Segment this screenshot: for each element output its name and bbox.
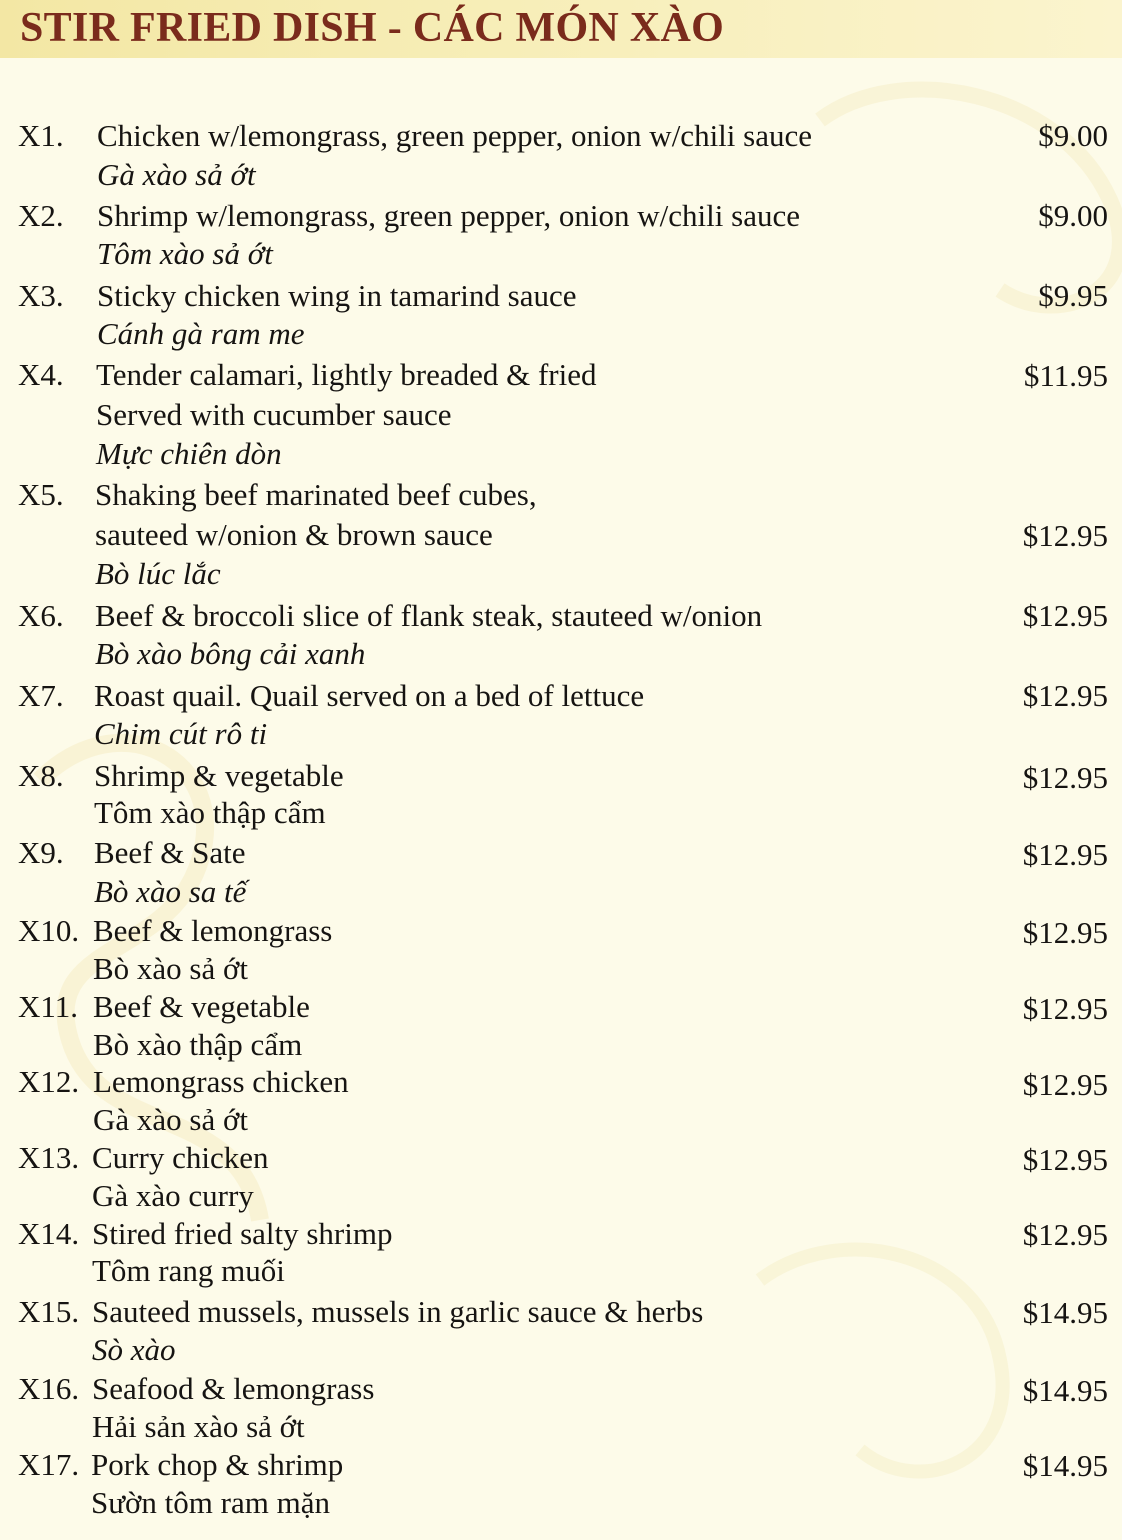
item-code: X6. [18,598,64,633]
item-code: X2. [18,198,64,233]
item-description: Served with cucumber sauce [96,397,452,432]
item-vietnamese-name: Bò xào sả ớt [93,951,249,986]
item-vietnamese-name: Gà xào curry [92,1178,254,1213]
item-price: $14.95 [1022,1373,1108,1408]
item-code: X13. [18,1140,80,1175]
item-vietnamese-name: Bò lúc lắc [95,556,221,591]
item-price: $14.95 [1022,1295,1108,1330]
item-price: $9.00 [1038,198,1108,233]
item-price: $12.95 [1022,837,1108,872]
item-code: X7. [18,678,64,713]
item-vietnamese-name: Chim cút rô ti [94,716,268,751]
item-vietnamese-name: Sò xào [92,1332,176,1367]
item-code: X9. [18,835,64,870]
item-price: $12.95 [1022,915,1108,950]
item-code: X3. [18,278,64,313]
item-vietnamese-name: Bò xào sa tế [94,874,247,909]
item-description: Curry chicken [92,1140,269,1175]
item-description: Shrimp & vegetable [94,758,344,793]
item-vietnamese-name: Tôm rang muối [92,1253,285,1288]
item-code: X12. [18,1064,80,1099]
item-description: sauteed w/onion & brown sauce [95,517,493,552]
item-price: $11.95 [1023,358,1108,393]
item-code: X14. [18,1216,80,1251]
item-vietnamese-name: Gà xào sả ớt [97,157,256,192]
item-price: $12.95 [1022,518,1108,553]
item-vietnamese-name: Hải sản xào sả ớt [92,1409,305,1444]
item-code: X5. [18,477,64,512]
item-description: Sticky chicken wing in tamarind sauce [97,278,577,313]
item-vietnamese-name: Tôm xào sả ớt [97,236,273,271]
page-title: STIR FRIED DISH - CÁC MÓN XÀO [20,5,725,51]
item-price: $14.95 [1022,1448,1108,1483]
item-price: $12.95 [1022,598,1108,633]
item-description: Beef & broccoli slice of flank steak, stauteed w/onion [95,598,763,633]
item-description: Seafood & lemongrass [92,1371,375,1406]
item-vietnamese-name: Bò xào bông cải xanh [95,636,366,671]
item-code: X16. [18,1371,80,1406]
item-vietnamese-name: Gà xào sả ớt [93,1102,248,1137]
item-price: $9.95 [1038,278,1108,313]
item-price: $9.00 [1038,118,1108,153]
item-description: Beef & Sate [94,835,246,870]
item-description: Shrimp w/lemongrass, green pepper, onion w/chili sauce [97,198,800,233]
item-vietnamese-name: Bò xào thập cẩm [93,1027,303,1062]
item-description: Shaking beef marinated beef cubes, [95,477,537,512]
item-description: Beef & lemongrass [93,913,333,948]
item-vietnamese-name: Tôm xào thập cẩm [94,795,326,830]
item-description: Stired fried salty shrimp [92,1216,393,1251]
item-code: X11. [18,989,78,1024]
item-description: Sauteed mussels, mussels in garlic sauce & herbs [92,1294,704,1329]
item-description: Roast quail. Quail served on a bed of lettuce [94,678,645,713]
item-price: $12.95 [1022,760,1108,795]
item-description: Lemongrass chicken [93,1064,349,1099]
item-code: X15. [18,1294,80,1329]
item-code: X4. [18,357,64,392]
item-price: $12.95 [1022,1142,1108,1177]
item-vietnamese-name: Cánh gà ram me [97,316,305,351]
item-vietnamese-name: Mực chiên dòn [96,436,282,471]
item-price: $12.95 [1022,1067,1108,1102]
item-code: X17. [18,1447,80,1482]
item-description: Chicken w/lemongrass, green pepper, onion w/chili sauce [97,118,812,153]
item-vietnamese-name: Sườn tôm ram mặn [91,1485,330,1520]
item-price: $12.95 [1022,1217,1108,1252]
item-code: X10. [18,913,80,948]
item-price: $12.95 [1022,991,1108,1026]
item-code: X8. [18,758,64,793]
item-price: $12.95 [1022,678,1108,713]
item-description: Beef & vegetable [93,989,310,1024]
item-description: Pork chop & shrimp [91,1447,344,1482]
item-code: X1. [18,118,64,153]
item-description: Tender calamari, lightly breaded & fried [96,357,597,392]
